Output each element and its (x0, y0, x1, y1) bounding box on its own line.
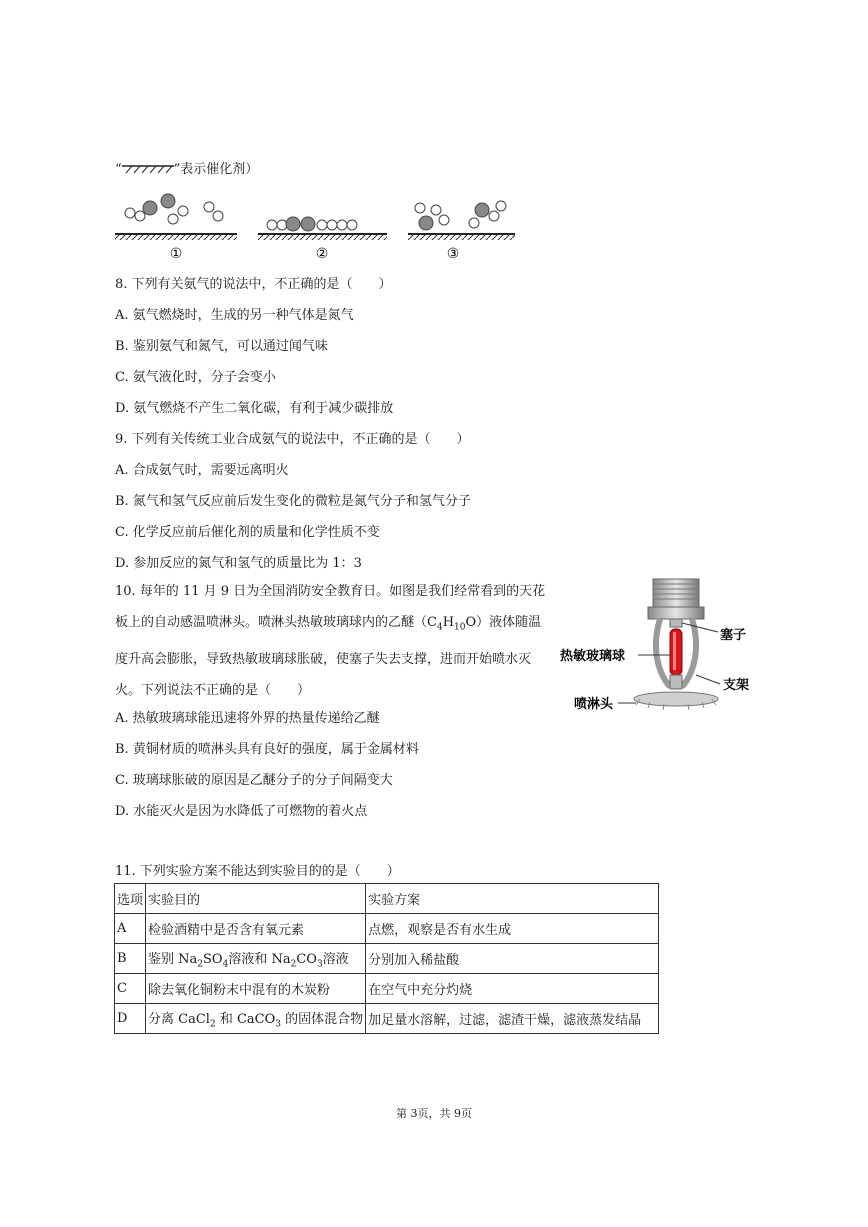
q9-option-c: C. 化学反应前后催化剂的质量和化学性质不变 (115, 525, 380, 540)
diagram-label-2: ② (315, 246, 329, 262)
q11-stem: 11. 下列实验方案不能达到实验目的的是（ ） (115, 864, 400, 879)
table-row (115, 1004, 659, 1034)
sprinkler-figure (560, 575, 765, 730)
diagram-panel-2 (258, 217, 387, 240)
q8-option-b: B. 鉴别氨气和氮气，可以通过闻气味 (115, 339, 328, 354)
label-glass-bulb: 热敏玻璃球 (560, 649, 626, 664)
label-head: 喷淋头 (574, 697, 614, 712)
q10-option-d: D. 水能灭火是因为水降低了可燃物的着火点 (115, 804, 368, 819)
q8-stem: 8. 下列有关氨气的说法中，不正确的是（ ） (115, 277, 392, 292)
q9-option-d: D. 参加反应的氮气和氢气的质量比为 1：3 (115, 556, 362, 571)
row-purpose: 检验酒精中是否含有氧元素 (146, 914, 366, 944)
legend-text: ”表示催化剂） (173, 162, 259, 177)
q10-option-c: C. 玻璃球胀破的原因是乙醚分子的分子间隔变大 (115, 773, 393, 788)
diagram-label-3: ③ (446, 246, 460, 262)
header-purpose: 实验目的 (146, 884, 366, 914)
row-purpose: 鉴别 $Na_2SO_4$溶液和 $Na_2CO_3$溶液 (146, 944, 366, 974)
table-row (115, 944, 659, 974)
header-plan: 实验方案 (366, 884, 659, 914)
q10-option-a: A. 热敏玻璃球能迅速将外界的热量传递给乙醚 (115, 711, 380, 726)
q9-stem: 9. 下列有关传统工业合成氨气的说法中，不正确的是（ ） (115, 432, 470, 447)
row-plan: 在空气中充分灼烧 (366, 974, 659, 1004)
table-row (115, 914, 659, 944)
row-option: D (115, 1004, 146, 1034)
q8-option-a: A. 氨气燃烧时，生成的另一种气体是氮气 (115, 308, 354, 323)
q10-stem: 10. 每年的 11 月 9 日为全国消防安全教育日。如图是我们经常看到的天花板上的自动感温喷淋头。喷淋头热敏玻璃球内的乙醚$(C_4H_{10}O)$液体随温度升高会膨胀，导致热敏玻璃球胀破，使塞子失去支撑，进而开始喷水灭火。下列说法不正确的是（ ） (115, 584, 546, 698)
catalyst-surface-icon (122, 165, 174, 174)
q8-option-d: D. 氨气燃烧不产生二氧化碳，有利于减少碳排放 (115, 401, 394, 416)
q9-option-b: B. 氮气和氢气反应前后发生变化的微粒是氮气分子和氢气分子 (115, 494, 471, 509)
row-purpose: 除去氧化铜粉末中混有的木炭粉 (146, 974, 366, 1004)
catalyst-legend (115, 158, 258, 177)
catalysis-diagram (110, 190, 530, 262)
table-row (115, 974, 659, 1004)
experiment-table (114, 883, 659, 1034)
row-option: C (115, 974, 146, 1004)
q8-option-c: C. 氨气液化时，分子会变小 (115, 370, 276, 385)
legend-open-quote: “ (115, 162, 122, 177)
table-header-row (115, 884, 659, 914)
label-frame: 支架 (723, 678, 750, 693)
row-plan: 点燃，观察是否有水生成 (366, 914, 659, 944)
row-option: B (115, 944, 146, 974)
row-plan: 分别加入稀盐酸 (366, 944, 659, 974)
header-option: 选项 (115, 884, 146, 914)
q10-option-b: B. 黄铜材质的喷淋头具有良好的强度，属于金属材料 (115, 742, 419, 757)
row-option: A (115, 914, 146, 944)
diagram-panel-1 (115, 194, 237, 240)
q9-option-a: A. 合成氨气时，需要远离明火 (115, 463, 289, 478)
diagram-label-1: ① (169, 246, 183, 262)
row-purpose: 分离 CaCl$_2$ 和 CaCO$_3$ 的固体混合物 (146, 1004, 366, 1034)
label-plug: 塞子 (720, 628, 747, 643)
diagram-panel-3 (408, 201, 515, 240)
page-footer: 第 3页，共 9页 (396, 1107, 472, 1120)
row-plan: 加足量水溶解，过滤，滤渣干燥，滤液蒸发结晶 (366, 1004, 659, 1034)
